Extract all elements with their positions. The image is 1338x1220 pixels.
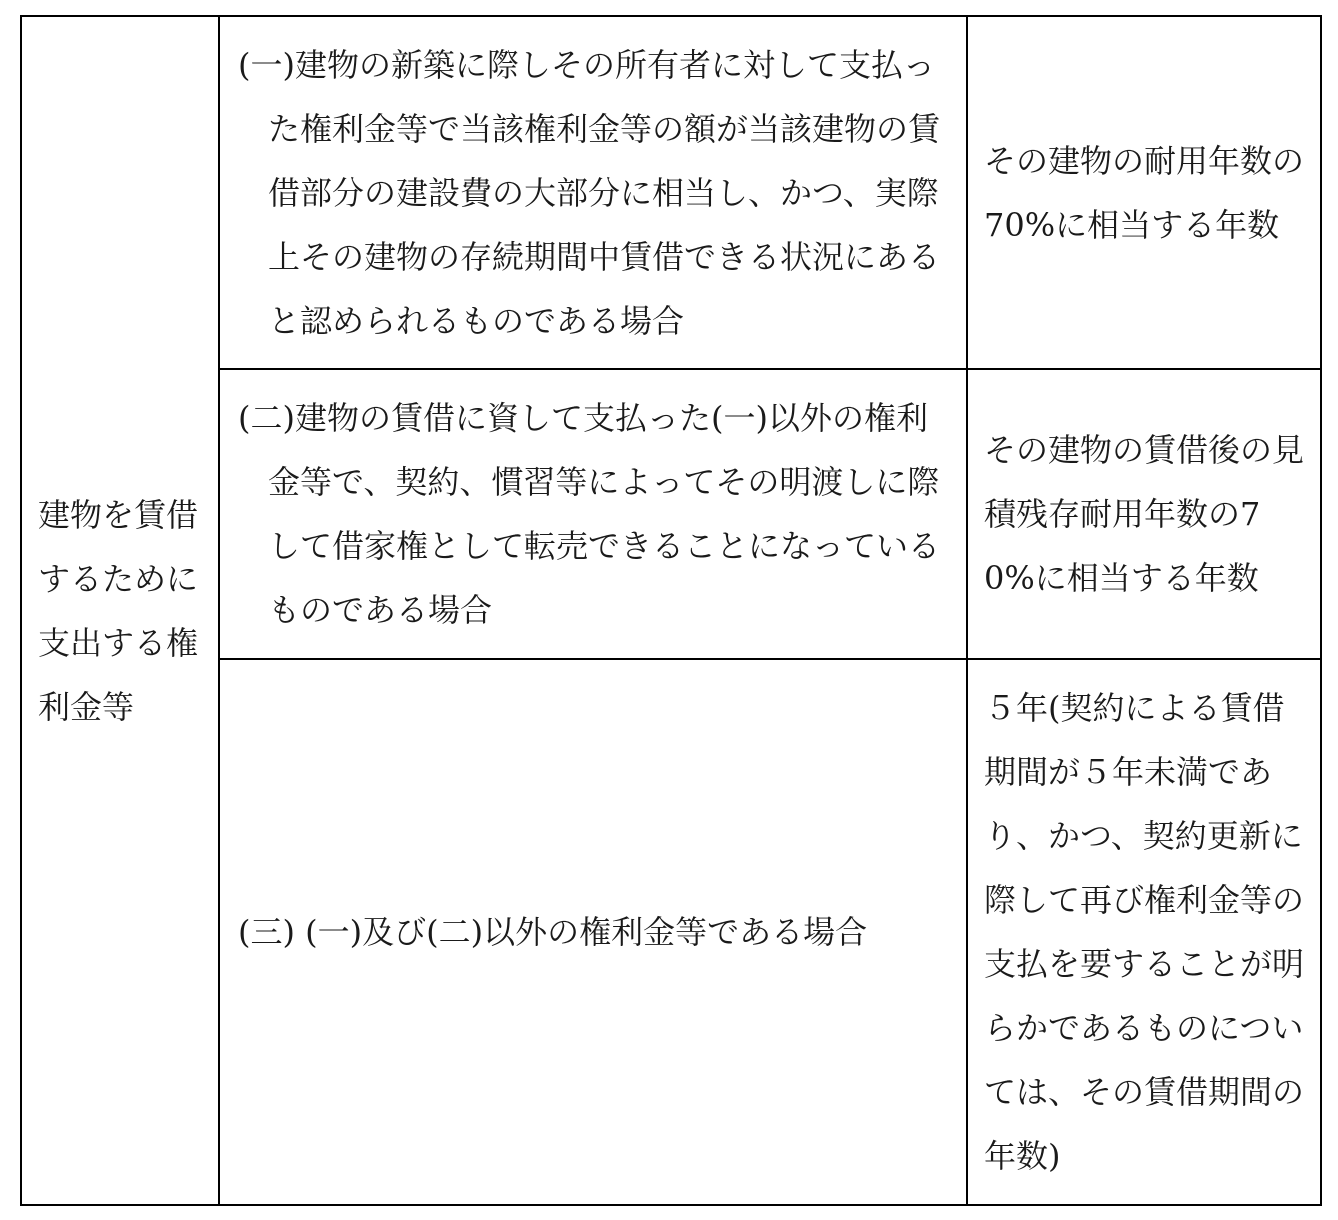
period-cell — [967, 659, 1321, 1205]
category-cell — [21, 16, 219, 1205]
depreciation-period-table — [20, 15, 1322, 1206]
period-text: その建物の賃借後の見積残存耐用年数の70%に相当する年数 — [984, 431, 1305, 597]
case-text: (二)建物の賃借に資して支払った(一)以外の権利金等で、契約、慣習等によってその明渡しに際して借家権として転売できることになっているものである場合 — [238, 399, 941, 629]
case-cell — [219, 16, 967, 369]
period-text: ５年(契約による賃借期間が５年未満であり、かつ、契約更新に際して再び権利金等の支払を要することが明らかであるものについては、その賃借期間の年数) — [984, 689, 1305, 1175]
case-text: (三) (一)及び(二)以外の権利金等である場合 — [238, 913, 868, 951]
period-text: その建物の耐用年数の 70%に相当する年数 — [984, 141, 1305, 244]
case-cell — [219, 659, 967, 1205]
category-label: 建物を賃借するために支出する権利金等 — [38, 495, 199, 726]
period-cell — [967, 16, 1321, 369]
case-cell — [219, 369, 967, 659]
period-cell — [967, 369, 1321, 659]
table-row — [21, 16, 1321, 369]
case-text: (一)建物の新築に際しその所有者に対して支払った権利金等で当該権利金等の額が当該建物の賃借部分の建設費の大部分に相当し、かつ、実際上その建物の存続期間中賃借できる状況にあると認められるものである場合 — [238, 45, 941, 340]
